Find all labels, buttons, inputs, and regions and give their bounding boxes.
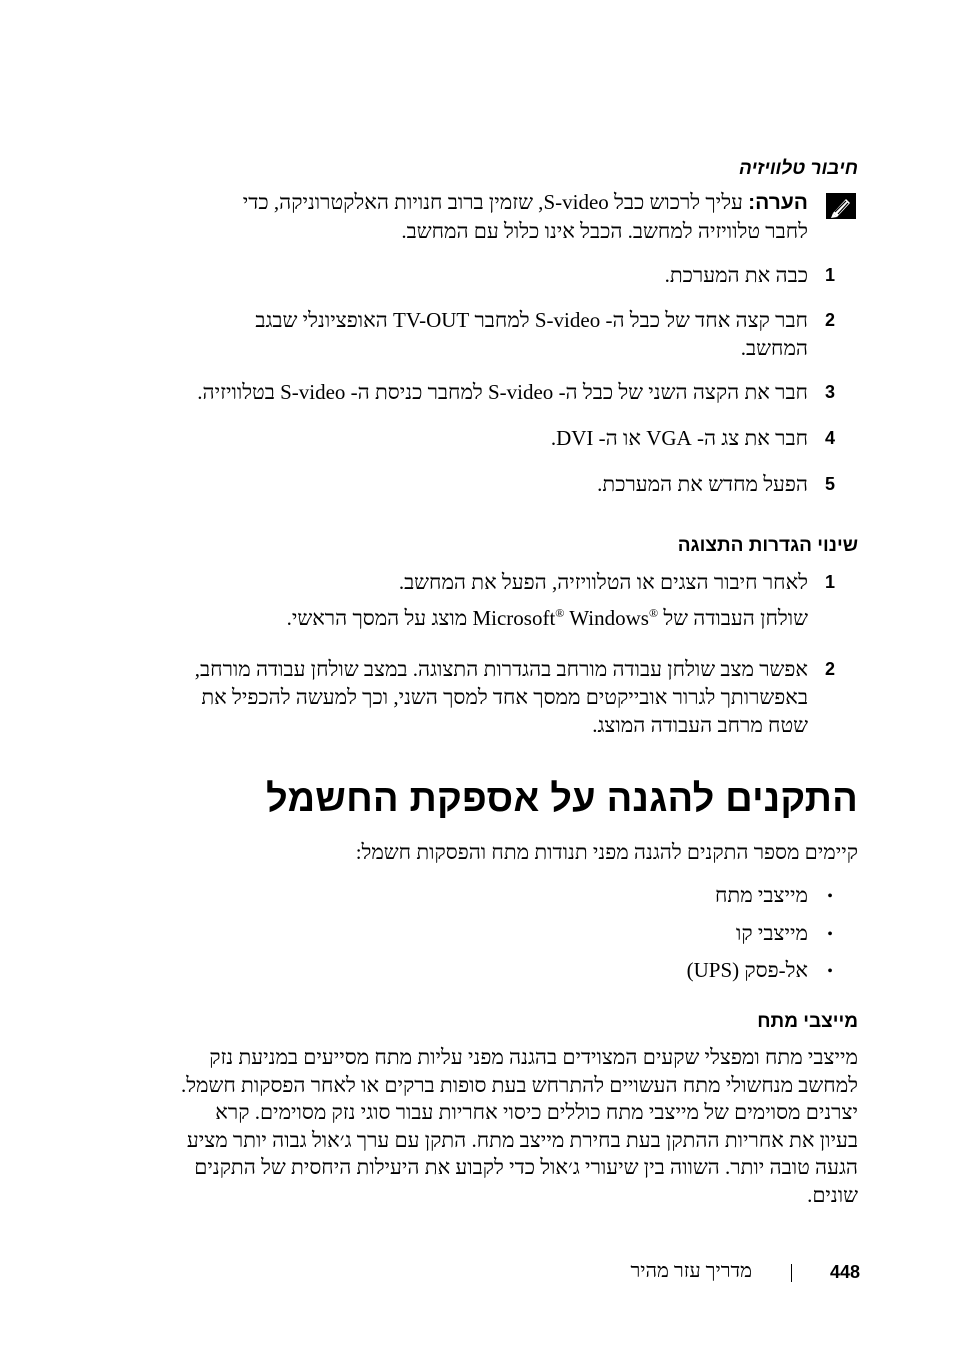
body-line: מייצבי מתח ומפצלי שקעים המצוידים בהגנה מפני עליות מתח מסייעים במניעת נזק [209,1045,858,1069]
intro-paragraph: קיימים מספר התקנים להגנה מפני תנודות מתח והפסקות חשמל: [355,840,858,864]
body-line: בעיון את אחריות ההתקן בעת בחירת מייצב מתח. התקן עם ערך ג׳אול גבוה יותר מציע [186,1127,858,1152]
microsoft-text: Microsoft [472,606,556,630]
display-step-subtext [287,604,808,632]
note-line-2: לחבר טלוויזיה למחשב. הכבל אינו כלול עם המחשב. [401,219,808,243]
tv-step-number: 5 [824,474,835,494]
bullet-item: מייצבי קו [736,921,808,945]
note-label: הערה: [748,191,808,214]
windows-brand [472,606,658,630]
registered-mark: ® [555,606,565,620]
bullet-item: אל-פסק (UPS) [686,958,808,982]
display-step-text: לאחר חיבור הצגים או הטלוויזיה, הפעל את המחשב. [398,570,808,594]
registered-mark: ® [648,606,659,620]
bullet-glyph: • [827,963,833,980]
body-line: יצרנים מסוימים של מייצבי מתח כוללים כיסוי אחריות עבור סוגי נזק מסוימים. קרא [215,1100,858,1124]
display-step-line: באפשרותך לגרור אובייקטים ממסך אחד למסך השני, וכך למעשה להכפיל את [201,685,808,709]
display-step-line: שטח מרחב העבודה המוצג. [592,713,808,737]
tv-step-text: חבר את צג ה- VGA או ה- DVI. [550,426,808,450]
body-line: הגעה טובה יותר. השווה בין שיעורי ג׳אול כדי לקבוע את היעילות היחסית של התקנים [194,1155,858,1179]
tv-step-text [255,306,808,362]
note-pencil-icon [826,193,856,219]
tv-step-number: 3 [824,382,835,402]
tv-step-line: חבר קצה אחד של כבל ה- S-video למחבר TV-OUT האופציונלי שבגב [255,308,808,332]
tv-step-text: כבה את המערכת. [664,263,808,287]
tv-step-number: 2 [824,310,835,330]
page-number: 448 [829,1262,860,1282]
note-line-1 [108,188,808,217]
display-step-subtext-part: שולחן העבודה של [658,606,808,630]
tv-step-line: המחשב. [740,336,808,360]
display-step-subtext-part: מוצג על המסך הראשי. [286,606,473,630]
surge-protectors-heading: מייצבי מתח [757,1011,858,1032]
windows-text: Windows [569,606,649,630]
note-text-1: עליך לרכוש כבל S-video, שזמין ברוב חנויות האלקטרוניקה, כדי [242,190,743,214]
tv-step-number: 4 [824,428,835,448]
footer-title: מדריך עזר מהיר [630,1260,752,1282]
display-section-heading: שינוי הגדרות התצוגה [677,535,858,556]
bullet-glyph: • [827,926,833,943]
display-step-line: אפשר מצב שולחן עבודה מורחב בהגדרות התצוגה. במצב שולחן עבודה מורחב, [194,657,808,681]
body-line: שונים. [807,1182,858,1207]
note-block [108,188,808,245]
bullet-glyph: • [827,888,833,905]
bullet-item: מייצבי מתח [714,883,808,907]
tv-step-number: 1 [824,265,835,285]
tv-section-heading: חיבור טלוויזיה [738,158,858,179]
display-step-number: 2 [824,659,835,679]
tv-step-text: הפעל מחדש את המערכת. [597,472,808,496]
page-title: התקנים להגנה על אספקת החשמל [265,778,858,820]
body-line: למחשב מנחשולי מתח העשויים להתרחש בעת סופות ברקים או לאחר הפסקות חשמל. [180,1072,858,1097]
display-step-number: 1 [824,572,835,592]
surge-protectors-body [136,1044,858,1209]
display-step-text [195,655,808,739]
tv-step-text: חבר את הקצה השני של כבל ה- S-video למחבר כניסת ה- S-video בטלוויזיה. [197,380,808,404]
footer-divider [791,1264,792,1282]
